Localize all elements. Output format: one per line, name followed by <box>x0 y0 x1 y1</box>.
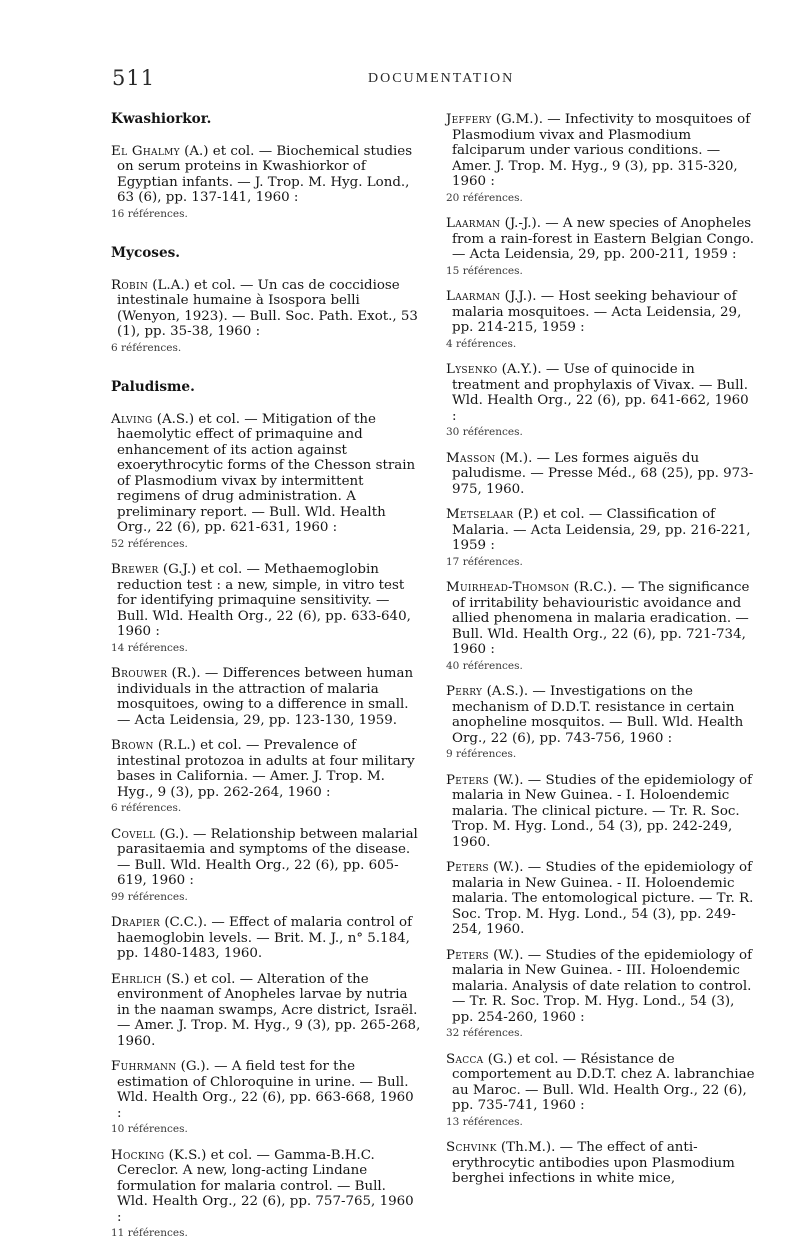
entry-reference-count: 14 références. <box>111 641 188 654</box>
bibliography-entry <box>111 827 421 906</box>
entry-author: Perry <box>446 684 483 699</box>
entry-author: Covell <box>111 826 156 842</box>
entry-citation <box>446 289 756 336</box>
entry-citation <box>111 666 421 728</box>
entry-author: Muirhead-Thomson <box>446 580 570 595</box>
entry-author: Brouwer <box>111 666 168 681</box>
entry-text: (A.) et col. — Biochemical studies on serum proteins in Kwashiorkor of Egyptian infants. — J. Trop. M. Hyg. Lond., 63 (6), pp. 137-141, 1960 : <box>117 143 413 205</box>
entry-author: Peters <box>446 947 489 963</box>
entry-citation <box>111 1148 421 1226</box>
entry-text: (G.J.) et col. — Methaemoglobin reduction test : a new, simple, in vitro test for identifying primaquine sensitivity. — Bull. Wld. Health Org., 22 (6), pp. 633-640, 1960 : <box>117 562 411 639</box>
entry-author: Lysenko <box>446 362 498 377</box>
bibliography-entry <box>446 948 756 1042</box>
entry-author: Drapier <box>111 915 161 930</box>
bibliography-entry <box>446 112 756 206</box>
entry-reference-count: 11 références. <box>111 1227 188 1239</box>
entry-reference-count: 20 références. <box>446 191 523 204</box>
bibliography-entry <box>111 972 421 1050</box>
bibliography-entry <box>446 507 756 570</box>
entry-author: Metselaar <box>446 507 514 522</box>
entry-author: Laarman <box>446 216 501 231</box>
entry-author: Jeffery <box>446 112 492 127</box>
entry-reference-count: 10 références. <box>111 1123 188 1135</box>
entry-citation <box>111 144 421 206</box>
page-number: 511 <box>112 66 156 90</box>
section-title: Paludisme. <box>111 379 195 395</box>
entry-reference-count: 32 références. <box>446 1027 523 1039</box>
entry-citation <box>446 216 756 263</box>
entry-author: Robin <box>111 277 149 293</box>
entry-text: (W.). — Studies of the epidemiology of malaria in New Guinea. - III. Holoendemic malaria. Analysis of date relation to control. — Tr. R. Soc. Trop. M. Hyg. Lond., 54 (3), pp. 254-260, 1960 : <box>452 947 753 1025</box>
entry-citation <box>446 362 756 424</box>
entry-citation <box>446 948 756 1026</box>
entry-author: Peters <box>446 772 489 788</box>
entry-text: (C.C.). — Effect of malaria control of haemoglobin levels. — Brit. M. J., n° 5.184, pp. 1480-1483, 1960. <box>117 915 413 961</box>
section-title: Mycoses. <box>111 245 180 261</box>
bibliography-entry <box>446 289 756 352</box>
entry-reference-count: 15 références. <box>446 264 523 277</box>
entry-reference-count: 6 références. <box>111 341 182 354</box>
section-title: Kwashiorkor. <box>111 111 212 127</box>
entry-text: (G.M.). — Infectivity to mosquitoes of Plasmodium vivax and Plasmodium falciparum under various conditions. — Amer. J. Trop. M. Hyg., 9 (3), pp. 315-320, 1960 : <box>452 112 751 189</box>
entry-text: (W.). — Studies of the epidemiology of malaria in New Guinea. - II. Holoendemic malaria. The entomological picture. — Tr. R. Soc. Trop. M. Hyg. Lond., 54 (3), pp. 249-254, 1960. <box>452 860 754 937</box>
entry-author: Peters <box>446 860 489 875</box>
entry-text: (W.). — Studies of the epidemiology of malaria in New Guinea. - I. Holoendemic malaria. The clinical picture. — Tr. R. Soc. Trop. M. Hyg. Lond., 54 (3), pp. 242-249, 1960. <box>452 772 753 850</box>
entry-text: (G.) et col. — Résistance de comportement au D.D.T. chez A. labranchiae au Maroc. — Bull. Wld. Health Org., 22 (6), pp. 735-741, 1960 : <box>452 1051 755 1113</box>
entry-citation <box>111 278 421 340</box>
entry-reference-count: 40 références. <box>446 659 523 672</box>
entry-author: Hocking <box>111 1147 165 1163</box>
entry-text: (G.). — Relationship between malarial parasitaemia and symptoms of the disease. — Bull. Wld. Health Org., 22 (6), pp. 605-619, 1960 : <box>117 826 418 888</box>
entry-text: (A.Y.). — Use of quinocide in treatment and prophylaxis of Vivax. — Bull. Wld. Health Org., 22 (6), pp. 641-662, 1960 : <box>452 362 749 424</box>
entry-text: (S.) et col. — Alteration of the environment of Anopheles larvae by nutria in the naaman swamps, Acre district, Israël. — Amer. J. Trop. M. Hyg., 9 (3), pp. 265-268, 1960. <box>117 971 421 1049</box>
entry-text: (R.). — Differences between human individuals in the attraction of malaria mosquitoes, owing to a difference in small. — Acta Leidensia, 29, pp. 123-130, 1959. <box>117 666 414 728</box>
bibliography-entry <box>446 362 756 441</box>
bibliography-entry <box>446 580 756 674</box>
bibliography-entry <box>446 684 756 763</box>
entry-citation <box>111 972 421 1050</box>
entry-reference-count: 30 références. <box>446 426 523 438</box>
entry-author: El Ghalmy <box>111 143 180 159</box>
left-column <box>111 112 421 1252</box>
entry-author: Masson <box>446 450 496 466</box>
section <box>111 112 421 246</box>
entry-text: (P.) et col. — Classification of Malaria. — Acta Leidensia, 29, pp. 216-221, 1959 : <box>452 507 751 553</box>
page-header <box>0 0 800 100</box>
bibliography-entry <box>111 915 421 962</box>
right-column <box>446 112 756 1197</box>
entry-author: Alving <box>111 411 153 427</box>
bibliography-entry <box>111 562 421 656</box>
entry-author: Sacca <box>446 1051 484 1067</box>
entry-citation <box>446 112 756 190</box>
bibliography-entry <box>446 451 756 498</box>
bibliography-entry <box>111 1148 421 1242</box>
entry-text: (R.L.) et col. — Prevalence of intestinal protozoa in adults at four military bases in California. — Amer. J. Trop. M. Hyg., 9 (3), pp. 262-264, 1960 : <box>117 738 415 800</box>
entry-text: (K.S.) et col. — Gamma-B.H.C. Cereclor. A new, long-acting Lindane formulation for malaria control. — Bull. Wld. Health Org., 22 (6), pp. 757-765, 1960 : <box>117 1147 414 1225</box>
bibliography-entry <box>111 278 421 357</box>
entry-citation <box>446 684 756 746</box>
entry-reference-count: 16 références. <box>111 207 188 220</box>
bibliography-entry <box>446 1052 756 1131</box>
bibliography-entry <box>111 144 421 223</box>
entry-reference-count: 52 références. <box>111 537 188 550</box>
entry-citation <box>111 827 421 889</box>
entry-text: (Th.M.). — The effect of anti-erythrocytic antibodies upon Plasmodium berghei infections in white mice, <box>452 1140 735 1186</box>
entry-text: (J.-J.). — A new species of Anopheles from a rain-forest in Eastern Belgian Congo. — Acta Leidensia, 29, pp. 200-211, 1959 : <box>452 216 755 262</box>
entry-citation <box>446 773 756 851</box>
bibliography-entry <box>446 860 756 938</box>
entry-reference-count: 99 références. <box>111 890 188 903</box>
entry-citation <box>446 1052 756 1114</box>
entry-citation <box>111 412 421 536</box>
entry-text: (A.S.). — Investigations on the mechanism of D.D.T. resistance in certain anopheline mosquitos. — Bull. Wld. Health Org., 22 (6), pp. 743-756, 1960 : <box>452 684 744 746</box>
bibliography-entry <box>111 1059 421 1138</box>
running-title: DOCUMENTATION <box>368 71 515 86</box>
entry-text: (A.S.) et col. — Mitigation of the haemolytic effect of primaquine and enhancement of its action against exoerythrocytic forms of the Chesson strain of Plasmodium vivax by intermittent regimens of drug administration. A preliminary report. — Bull. Wld. Health Org., 22 (6), pp. 621-631, 1960 : <box>117 411 416 535</box>
entry-citation <box>111 562 421 640</box>
entry-citation <box>446 451 756 498</box>
entry-reference-count: 13 références. <box>446 1115 523 1128</box>
entry-citation <box>446 1140 756 1187</box>
entry-citation <box>446 580 756 658</box>
entry-citation <box>446 507 756 554</box>
entry-author: Schvink <box>446 1140 497 1155</box>
bibliography-entry <box>446 216 756 279</box>
entry-text: (R.C.). — The significance of irritability behaviouristic avoidance and allied phenomena in malaria eradication. — Bull. Wld. Health Org., 22 (6), pp. 721-734, 1960 : <box>452 580 750 657</box>
entry-author: Brown <box>111 738 154 753</box>
entry-text: (L.A.) et col. — Un cas de coccidiose intestinale humaine à Isospora belli (Wenyon, 1923). — Bull. Soc. Path. Exot., 53 (1), pp. 35-38, 1960 : <box>117 277 418 339</box>
entry-citation <box>111 738 421 800</box>
bibliography-entry <box>111 412 421 553</box>
entry-reference-count: 6 références. <box>111 802 182 814</box>
entry-citation <box>111 915 421 962</box>
section <box>111 246 421 380</box>
entry-reference-count: 9 références. <box>446 748 517 760</box>
bibliography-entry <box>111 666 421 728</box>
entry-text: (J.J.). — Host seeking behaviour of malaria mosquitoes. — Acta Leidensia, 29, pp. 214-215, 1959 : <box>452 289 742 335</box>
entry-citation <box>446 860 756 938</box>
entry-author: Ehrlich <box>111 971 162 987</box>
entry-author: Laarman <box>446 289 501 304</box>
bibliography-entry <box>111 738 421 817</box>
entry-citation <box>111 1059 421 1121</box>
entry-text: (M.). — Les formes aiguës du paludisme. — Presse Méd., 68 (25), pp. 973-975, 1960. <box>452 450 754 497</box>
entry-author: Brewer <box>111 562 159 577</box>
bibliography-entry <box>446 773 756 851</box>
entry-reference-count: 4 références. <box>446 337 517 350</box>
entry-author: Fuhrmann <box>111 1059 177 1074</box>
entry-reference-count: 17 références. <box>446 555 523 568</box>
entry-text: (G.). — A field test for the estimation of Chloroquine in urine. — Bull. Wld. Health Org., 22 (6), pp. 663-668, 1960 : <box>117 1059 414 1121</box>
bibliography-entry <box>446 1140 756 1187</box>
section <box>111 380 421 1242</box>
